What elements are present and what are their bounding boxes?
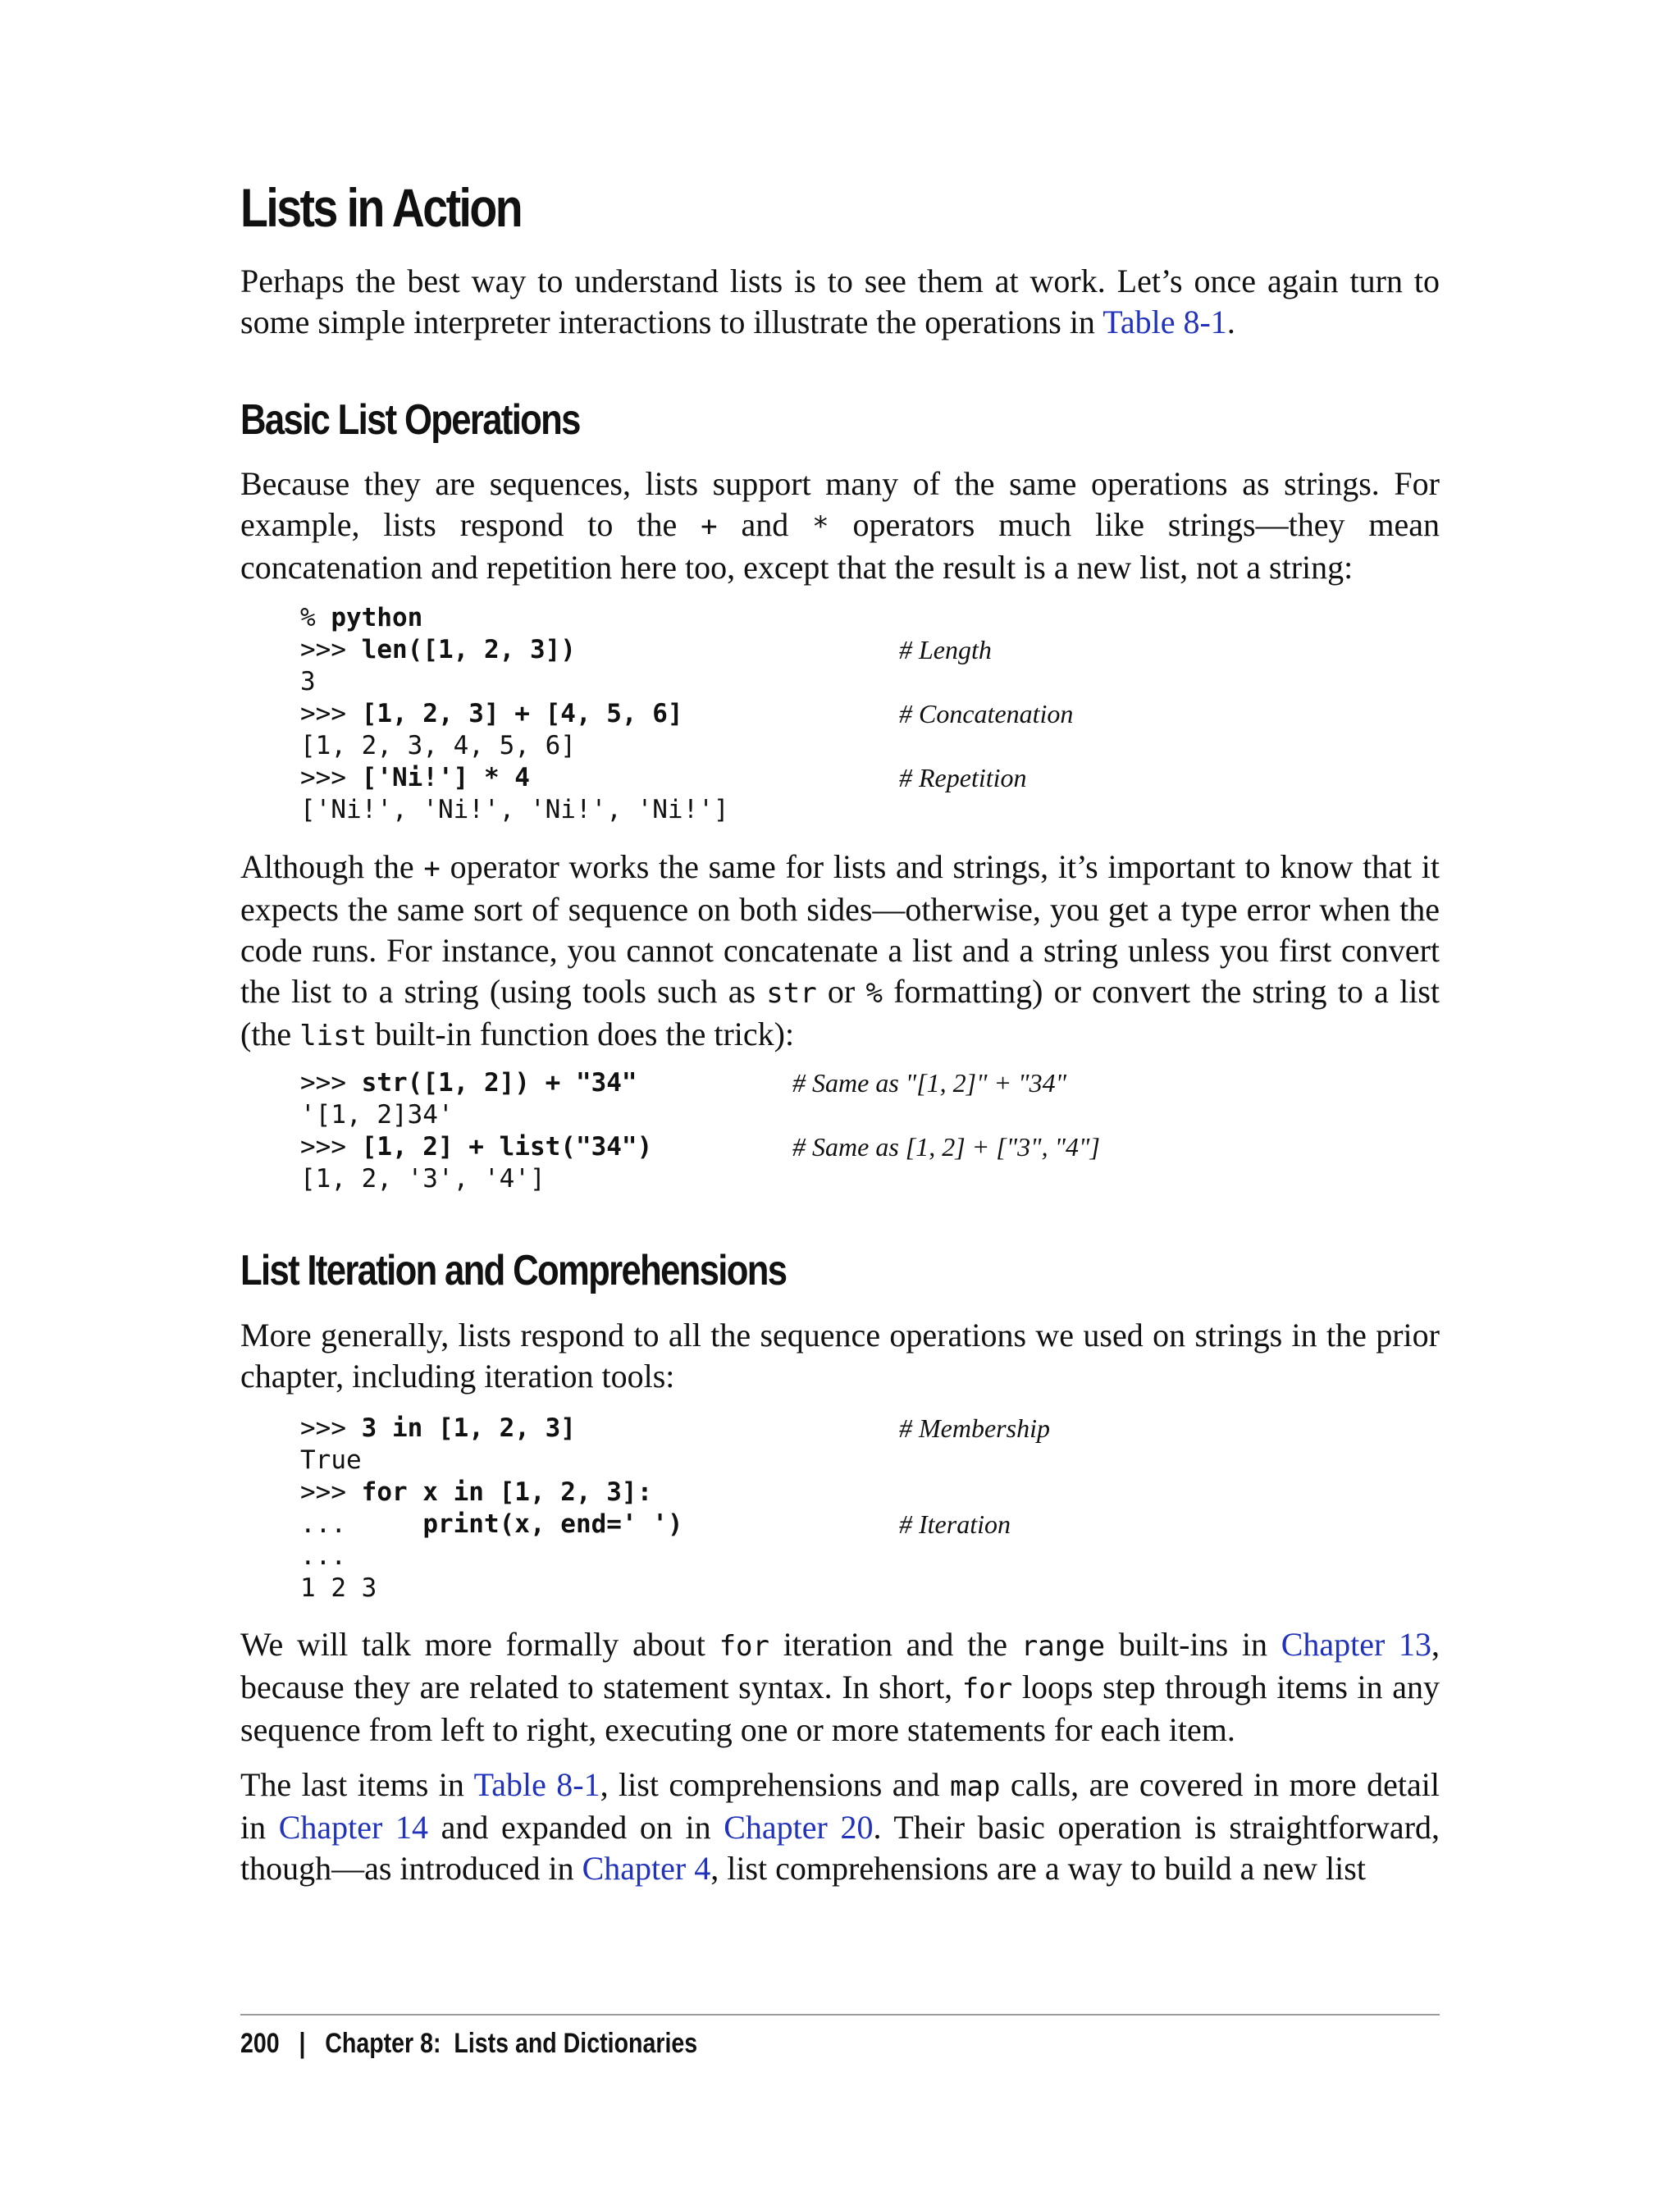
code-line: >>> str([1, 2]) + "34" # Same as "[1, 2]" + "34" bbox=[300, 1068, 1067, 1098]
chapter-13-link[interactable]: Chapter 13 bbox=[1281, 1626, 1432, 1663]
code-line: [1, 2, '3', '4'] bbox=[300, 1164, 546, 1194]
code-line: >>> ['Ni!'] * 4 # Repetition bbox=[300, 763, 1027, 792]
code-line: >>> [1, 2] + list("34") # Same as [1, 2] + ["3", "4"] bbox=[300, 1132, 1100, 1162]
iteration-paragraph: More generally, lists respond to all the sequence operations we used on strings in the prior chapter, including iteration tools: bbox=[240, 1317, 1440, 1395]
code-line: ... bbox=[300, 1541, 346, 1571]
code-line: [1, 2, 3, 4, 5, 6] bbox=[300, 731, 576, 760]
basic-ops-paragraph: Because they are sequences, lists support many of the same operations as strings. For example, lists respond to the + and * operators much like strings—they mean concatenation and repetition here too, except that the result is a new list, not a string: bbox=[240, 465, 1440, 586]
code-comment: # Length bbox=[899, 635, 992, 664]
code-comment: # Repetition bbox=[899, 763, 1027, 792]
basic-ops-heading: Basic List Operations bbox=[240, 396, 580, 444]
iteration-heading: List Iteration and Comprehensions bbox=[240, 1247, 787, 1294]
code-comment: # Same as "[1, 2]" + "34" bbox=[792, 1068, 1067, 1098]
code-line: % python bbox=[300, 603, 423, 632]
concat-paragraph: Although the + operator works the same for lists and strings, it’s important to know that it expects the same sort of sequence on both sides—otherwise, you get a type error when the code runs. For instance, you cannot concatenate a list and a string unless you first convert the list to a string (using tools such as str or % formatting) or convert the string to a list (the list built-in function does the trick): bbox=[240, 848, 1440, 1052]
chapter-14-link[interactable]: Chapter 14 bbox=[278, 1809, 428, 1846]
code-line: ['Ni!', 'Ni!', 'Ni!', 'Ni!'] bbox=[300, 795, 729, 824]
footer-separator: | bbox=[299, 2028, 306, 2059]
code-block-str bbox=[300, 1067, 1100, 1195]
code-line: '[1, 2]34' bbox=[300, 1100, 454, 1130]
footer-chapter: Chapter 8: Lists and Dictionaries bbox=[325, 2028, 698, 2059]
code-line: >>> len([1, 2, 3]) # Length bbox=[300, 635, 992, 664]
intro-paragraph: Perhaps the best way to understand lists is to see them at work. Let’s once again turn to some simple interpreter interactions to illustrate the operations in Table 8-1. bbox=[240, 262, 1440, 340]
table-8-1-link[interactable]: Table 8-1 bbox=[1102, 304, 1227, 340]
footer-rule bbox=[240, 2014, 1440, 2016]
code-comment: # Iteration bbox=[899, 1509, 1011, 1539]
code-line: True bbox=[300, 1445, 362, 1475]
chapter-4-link[interactable]: Chapter 4 bbox=[582, 1850, 711, 1887]
code-line: >>> [1, 2, 3] + [4, 5, 6] # Concatenation bbox=[300, 699, 1074, 728]
code-line: 1 2 3 bbox=[300, 1573, 377, 1603]
code-line: >>> for x in [1, 2, 3]: bbox=[300, 1477, 653, 1507]
chapter-20-link[interactable]: Chapter 20 bbox=[724, 1809, 874, 1846]
section-title: Lists in Action bbox=[240, 177, 522, 238]
code-comment: # Same as [1, 2] + ["3", "4"] bbox=[792, 1132, 1100, 1162]
code-line: >>> 3 in [1, 2, 3] # Membership bbox=[300, 1413, 1050, 1443]
code-line: 3 bbox=[300, 667, 316, 696]
comprehensions-paragraph: The last items in Table 8-1, list comprehensions and map calls, are covered in more detail in Chapter 14 and expanded on in Chapter 20. Their basic operation is straightforward, though—as introduced in Chapter 4, list comprehensions are a way to build a new list bbox=[240, 1766, 1440, 1887]
table-8-1-link[interactable]: Table 8-1 bbox=[473, 1766, 600, 1803]
code-block-iteration bbox=[300, 1413, 1050, 1605]
page-footer bbox=[240, 2028, 697, 2060]
for-paragraph: We will talk more formally about for iteration and the range built-ins in Chapter 13, because they are related to statement syntax. In short, for loops step through items in any sequence from left to right, executing one or more statements for each item. bbox=[240, 1626, 1440, 1748]
code-line: ... print(x, end=' ') # Iteration bbox=[300, 1509, 1011, 1539]
code-comment: # Membership bbox=[899, 1413, 1050, 1443]
code-comment: # Concatenation bbox=[899, 699, 1074, 728]
page-number: 200 bbox=[240, 2028, 280, 2059]
code-block-basic bbox=[300, 602, 1074, 826]
